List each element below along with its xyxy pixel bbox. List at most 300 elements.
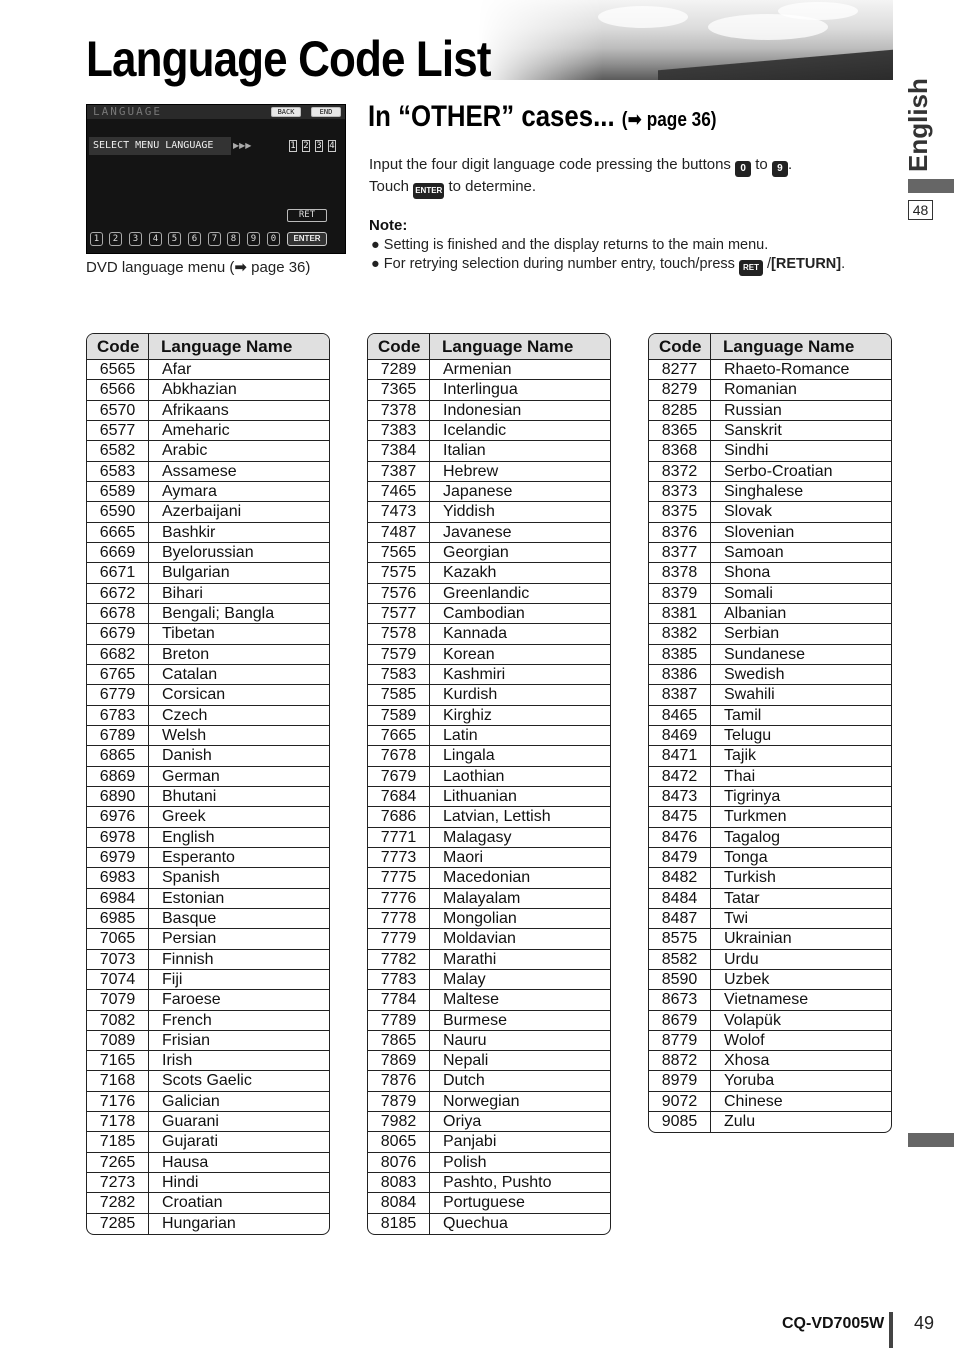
dvd-language-menu-screen — [86, 104, 346, 254]
table-row — [87, 462, 329, 482]
language-name: Uzbek — [724, 970, 770, 988]
language-name: Singhalese — [724, 482, 804, 500]
language-code: 6570 — [87, 401, 149, 420]
language-column-header: Language Name — [442, 337, 574, 356]
table-row — [368, 523, 610, 543]
language-name: Tibetan — [162, 625, 215, 643]
language-code: 6669 — [87, 543, 149, 562]
language-name: Romanian — [724, 381, 797, 399]
language-code: 8379 — [649, 584, 711, 603]
language-name: Hindi — [162, 1174, 199, 1192]
side-tab-bar-bottom — [908, 1133, 954, 1147]
table-row — [87, 868, 329, 888]
language-name: Bashkir — [162, 523, 216, 541]
language-code: 8473 — [649, 787, 711, 806]
table-row — [649, 787, 891, 807]
language-code: 7583 — [368, 665, 430, 684]
language-name: Latvian, Lettish — [443, 808, 551, 826]
language-code: 7982 — [368, 1112, 430, 1131]
language-code: 8185 — [368, 1214, 430, 1234]
language-code: 6678 — [87, 604, 149, 623]
language-name: Somali — [724, 584, 773, 602]
language-code: 8979 — [649, 1071, 711, 1090]
page-number: 49 — [914, 1313, 935, 1333]
language-code: 7684 — [368, 787, 430, 806]
table-row — [368, 1193, 610, 1213]
language-code: 8582 — [649, 950, 711, 969]
language-code: 8476 — [649, 828, 711, 847]
language-code: 6789 — [87, 726, 149, 745]
language-code: 6890 — [87, 787, 149, 806]
language-code: 7776 — [368, 889, 430, 908]
language-name: Bhutani — [162, 787, 217, 805]
language-code: 7185 — [87, 1132, 149, 1151]
language-code: 8376 — [649, 523, 711, 542]
language-name: Kurdish — [443, 686, 498, 704]
language-code: 7565 — [368, 543, 430, 562]
language-code: 8365 — [649, 421, 711, 440]
language-code: 7778 — [368, 909, 430, 928]
language-name: Vietnamese — [724, 991, 809, 1009]
table-header — [368, 334, 610, 360]
language-code: 7771 — [368, 828, 430, 847]
table-row — [368, 1153, 610, 1173]
table-row — [368, 828, 610, 848]
language-code: 7079 — [87, 990, 149, 1009]
language-name: Armenian — [443, 361, 512, 378]
language-name: Scots Gaelic — [162, 1072, 252, 1090]
language-name: Greek — [162, 808, 206, 826]
language-name: Wolof — [724, 1031, 765, 1049]
language-name: Yiddish — [443, 503, 495, 521]
language-name: Afrikaans — [162, 401, 229, 419]
language-name: Moldavian — [443, 930, 516, 948]
table-row — [649, 523, 891, 543]
table-row — [368, 726, 610, 746]
language-name: Serbo-Croatian — [724, 462, 833, 480]
language-name: Catalan — [162, 665, 218, 683]
table-row — [649, 848, 891, 868]
language-code: 8065 — [368, 1132, 430, 1151]
table-row — [87, 950, 329, 970]
language-name: Rhaeto-Romance — [724, 361, 850, 378]
table-row — [649, 909, 891, 929]
language-code: 8382 — [649, 624, 711, 643]
language-code: 6679 — [87, 624, 149, 643]
language-code: 7779 — [368, 929, 430, 948]
language-name: Greenlandic — [443, 584, 530, 602]
language-code: 7575 — [368, 563, 430, 582]
language-code: 8472 — [649, 767, 711, 786]
table-row — [368, 868, 610, 888]
language-code: 7579 — [368, 645, 430, 664]
language-name: Byelorussian — [162, 543, 254, 561]
table-row — [368, 502, 610, 522]
language-name: Norwegian — [443, 1092, 520, 1110]
language-code: 6765 — [87, 665, 149, 684]
number-button-4[interactable]: 4 — [149, 232, 162, 246]
language-code: 6672 — [87, 584, 149, 603]
language-name: Georgian — [443, 543, 509, 561]
table-row — [649, 665, 891, 685]
language-code: 8465 — [649, 706, 711, 725]
language-name: Turkmen — [724, 808, 787, 826]
side-page-number: 48 — [908, 200, 933, 220]
language-name: Frisian — [162, 1031, 211, 1049]
table-row — [649, 360, 891, 380]
language-column-header: Language Name — [723, 337, 855, 356]
table-row — [87, 828, 329, 848]
table-row — [649, 807, 891, 827]
number-button-1[interactable]: 1 — [90, 232, 103, 246]
table-row — [87, 1193, 329, 1213]
number-button-0[interactable]: 0 — [267, 232, 280, 246]
table-row — [368, 970, 610, 990]
language-code: 7679 — [368, 767, 430, 786]
table-row — [649, 970, 891, 990]
table-row — [87, 584, 329, 604]
table-row — [649, 746, 891, 766]
language-name: Tigrinya — [724, 787, 781, 805]
table-row — [368, 685, 610, 705]
language-name: Marathi — [443, 950, 497, 968]
language-code: 8487 — [649, 909, 711, 928]
table-row — [87, 889, 329, 909]
table-row — [649, 767, 891, 787]
language-code: 7387 — [368, 462, 430, 481]
table-row — [368, 807, 610, 827]
table-row — [649, 1092, 891, 1112]
language-code: 8679 — [649, 1011, 711, 1030]
table-row — [368, 929, 610, 949]
ret-button[interactable]: RET — [287, 209, 327, 222]
language-name: Icelandic — [443, 421, 507, 439]
key-9-icon: 9 — [772, 161, 788, 177]
language-name: Tamil — [724, 706, 762, 724]
language-name: Kannada — [443, 625, 508, 643]
table-row — [87, 767, 329, 787]
language-name: Corsican — [162, 686, 226, 704]
instruction-line-1: Input the four digit language code pressing the buttons 0 to 9 . — [369, 156, 792, 177]
language-code: 8373 — [649, 482, 711, 501]
table-row — [368, 1173, 610, 1193]
language-name: English — [162, 828, 215, 846]
language-name: Swedish — [724, 665, 785, 683]
language-code: 8482 — [649, 868, 711, 887]
language-name: Volapük — [724, 1011, 781, 1029]
language-name: Kashmiri — [443, 665, 506, 683]
language-code: 7089 — [87, 1031, 149, 1050]
language-name: Spanish — [162, 869, 220, 887]
language-code: 7773 — [368, 848, 430, 867]
language-code: 8872 — [649, 1051, 711, 1070]
language-code-table-3 — [648, 333, 892, 1133]
table-row — [368, 1011, 610, 1031]
language-code: 6682 — [87, 645, 149, 664]
language-code: 7384 — [368, 441, 430, 460]
table-row — [649, 380, 891, 400]
language-code: 8368 — [649, 441, 711, 460]
language-name: Czech — [162, 706, 208, 724]
table-row — [87, 401, 329, 421]
language-name: Panjabi — [443, 1133, 497, 1151]
footer-divider — [889, 1312, 893, 1348]
language-code: 8484 — [649, 889, 711, 908]
side-tab-bar — [908, 179, 954, 193]
language-name: Indonesian — [443, 401, 522, 419]
table-row — [87, 1173, 329, 1193]
entered-digit: 1 — [290, 141, 296, 151]
language-code: 6985 — [87, 909, 149, 928]
table-header — [649, 334, 891, 360]
table-row — [649, 950, 891, 970]
language-name: Javanese — [443, 523, 512, 541]
language-name: Bihari — [162, 584, 203, 602]
language-code: 7168 — [87, 1071, 149, 1090]
language-code: 7176 — [87, 1092, 149, 1111]
language-name: Slovak — [724, 503, 773, 521]
table-row — [368, 990, 610, 1010]
language-name: Sindhi — [724, 442, 769, 460]
language-name: Pashto, Pushto — [443, 1174, 552, 1192]
table-row — [87, 1092, 329, 1112]
language-name: Sundanese — [724, 645, 805, 663]
end-button[interactable]: END — [311, 107, 341, 117]
language-name: Bulgarian — [162, 564, 230, 582]
language-code: 6566 — [87, 380, 149, 399]
table-row — [649, 604, 891, 624]
language-name: Nepali — [443, 1052, 489, 1070]
language-name: Abkhazian — [162, 381, 237, 399]
language-code: 8372 — [649, 462, 711, 481]
table-row — [87, 665, 329, 685]
note-item: ● For retrying selection during number entry, touch/press RET /[RETURN]. — [371, 256, 845, 276]
language-name: Malay — [443, 970, 486, 988]
enter-key-icon: ENTER — [413, 183, 444, 199]
language-name: Malayalam — [443, 889, 521, 907]
language-name: Fiji — [162, 970, 183, 988]
table-row — [87, 502, 329, 522]
language-name: Cambodian — [443, 604, 525, 622]
table-header — [87, 334, 329, 360]
language-name: Albanian — [724, 604, 787, 622]
language-code: 9072 — [649, 1092, 711, 1111]
code-column-header: Code — [649, 334, 711, 359]
table-row — [87, 563, 329, 583]
language-code: 7577 — [368, 604, 430, 623]
language-name: Hungarian — [162, 1214, 236, 1232]
key-0-icon: 0 — [735, 161, 751, 177]
table-row — [649, 584, 891, 604]
table-row — [87, 543, 329, 563]
arrow-right-icon: ➡ — [234, 259, 247, 276]
language-code: 6978 — [87, 828, 149, 847]
language-code: 7082 — [87, 1011, 149, 1030]
language-code: 7165 — [87, 1051, 149, 1070]
dvd-screen-caption: DVD language menu (➡ page 36) — [86, 259, 311, 276]
language-name: Maltese — [443, 991, 500, 1009]
language-name: Azerbaijani — [162, 503, 242, 521]
language-code: 8575 — [649, 929, 711, 948]
table-row — [649, 502, 891, 522]
table-row — [368, 360, 610, 380]
language-name: Swahili — [724, 686, 775, 704]
table-row — [649, 929, 891, 949]
language-code: 7865 — [368, 1031, 430, 1050]
table-row — [87, 1011, 329, 1031]
table-row — [368, 1132, 610, 1152]
language-name: Shona — [724, 564, 771, 582]
language-name: Maori — [443, 848, 484, 866]
table-row — [649, 1071, 891, 1091]
language-name: Lingala — [443, 747, 495, 765]
language-name: Telugu — [724, 726, 772, 744]
language-code: 7065 — [87, 929, 149, 948]
table-row — [368, 563, 610, 583]
language-name: Persian — [162, 930, 217, 948]
table-row — [87, 482, 329, 502]
language-code: 8469 — [649, 726, 711, 745]
language-name: Tatar — [724, 889, 760, 907]
table-row — [649, 889, 891, 909]
language-code: 7383 — [368, 421, 430, 440]
language-name: Oriya — [443, 1113, 482, 1131]
number-button-5[interactable]: 5 — [168, 232, 181, 246]
language-code: 8471 — [649, 746, 711, 765]
language-name: Afar — [162, 361, 192, 378]
language-code: 7273 — [87, 1173, 149, 1192]
table-row — [649, 441, 891, 461]
language-code: 7487 — [368, 523, 430, 542]
number-button-9[interactable]: 9 — [247, 232, 260, 246]
table-row — [368, 401, 610, 421]
language-name: Tonga — [724, 848, 768, 866]
entered-digit: 3 — [316, 141, 322, 151]
language-name: Samoan — [724, 543, 784, 561]
language-code: 8375 — [649, 502, 711, 521]
language-name: Zulu — [724, 1113, 756, 1131]
number-button-2[interactable]: 2 — [109, 232, 122, 246]
language-code: 7074 — [87, 970, 149, 989]
back-button[interactable]: BACK — [271, 107, 301, 117]
language-name: Danish — [162, 747, 212, 765]
table-row — [87, 1031, 329, 1051]
note-title: Note: — [369, 217, 408, 234]
header-road-photo — [478, 0, 893, 80]
language-name: Ameharic — [162, 421, 230, 439]
language-name: Xhosa — [724, 1052, 770, 1070]
ret-key-icon: RET — [739, 260, 763, 276]
table-row — [87, 1214, 329, 1234]
table-row — [368, 421, 610, 441]
entered-digit: 2 — [303, 141, 309, 151]
table-row — [87, 1112, 329, 1132]
language-code: 7289 — [368, 360, 430, 379]
language-name: Estonian — [162, 889, 225, 907]
table-row — [368, 706, 610, 726]
language-code: 7585 — [368, 685, 430, 704]
number-button-8[interactable]: 8 — [227, 232, 240, 246]
language-code: 7473 — [368, 502, 430, 521]
table-row — [87, 787, 329, 807]
language-code: 8385 — [649, 645, 711, 664]
language-name: Lithuanian — [443, 787, 517, 805]
language-code: 6589 — [87, 482, 149, 501]
note-item: ● Setting is finished and the display returns to the main menu. — [371, 237, 769, 253]
language-code: 8285 — [649, 401, 711, 420]
language-name: Turkish — [724, 869, 776, 887]
language-code: 7876 — [368, 1071, 430, 1090]
table-row — [368, 1092, 610, 1112]
language-name: Twi — [724, 909, 748, 927]
table-row — [368, 767, 610, 787]
table-row — [649, 421, 891, 441]
language-code: 8083 — [368, 1173, 430, 1192]
table-row — [649, 462, 891, 482]
table-row — [87, 523, 329, 543]
language-code: 7378 — [368, 401, 430, 420]
language-name: Galician — [162, 1092, 220, 1110]
number-button-3[interactable]: 3 — [129, 232, 142, 246]
table-row — [87, 726, 329, 746]
language-name: Japanese — [443, 482, 513, 500]
side-language-label: English — [903, 78, 933, 172]
table-row — [368, 1031, 610, 1051]
table-row — [649, 1031, 891, 1051]
table-row — [368, 848, 610, 868]
section-title: In “OTHER” cases... (➡ page 36) — [368, 100, 717, 133]
language-code: 6983 — [87, 868, 149, 887]
language-name: Slovenian — [724, 523, 795, 541]
table-row — [649, 624, 891, 644]
language-code: 7879 — [368, 1092, 430, 1111]
language-name: Arabic — [162, 442, 208, 460]
table-row — [649, 543, 891, 563]
language-name: Basque — [162, 909, 217, 927]
table-row — [368, 1071, 610, 1091]
language-name: Sanskrit — [724, 421, 782, 439]
table-row — [87, 970, 329, 990]
language-code: 8479 — [649, 848, 711, 867]
language-code: 6865 — [87, 746, 149, 765]
language-code: 6869 — [87, 767, 149, 786]
enter-button[interactable]: ENTER — [287, 232, 327, 246]
language-name: Esperanto — [162, 848, 235, 866]
table-row — [87, 441, 329, 461]
number-button-6[interactable]: 6 — [188, 232, 201, 246]
language-name: Faroese — [162, 991, 221, 1009]
language-name: Guarani — [162, 1113, 219, 1131]
language-code: 8377 — [649, 543, 711, 562]
entered-digit: 4 — [329, 141, 335, 151]
language-code: 7578 — [368, 624, 430, 643]
language-code: 8378 — [649, 563, 711, 582]
language-code: 7282 — [87, 1193, 149, 1212]
language-code: 8779 — [649, 1031, 711, 1050]
table-row — [368, 380, 610, 400]
table-row — [87, 360, 329, 380]
page-title: Language Code List — [86, 31, 491, 87]
table-row — [87, 1051, 329, 1071]
number-button-7[interactable]: 7 — [208, 232, 221, 246]
language-name: Polish — [443, 1153, 487, 1171]
language-name: Hausa — [162, 1153, 209, 1171]
language-code: 6565 — [87, 360, 149, 379]
language-code: 8277 — [649, 360, 711, 379]
language-code: 8475 — [649, 807, 711, 826]
language-code-table-1 — [86, 333, 330, 1235]
dvd-menu-title: LANGUAGE — [93, 105, 162, 118]
